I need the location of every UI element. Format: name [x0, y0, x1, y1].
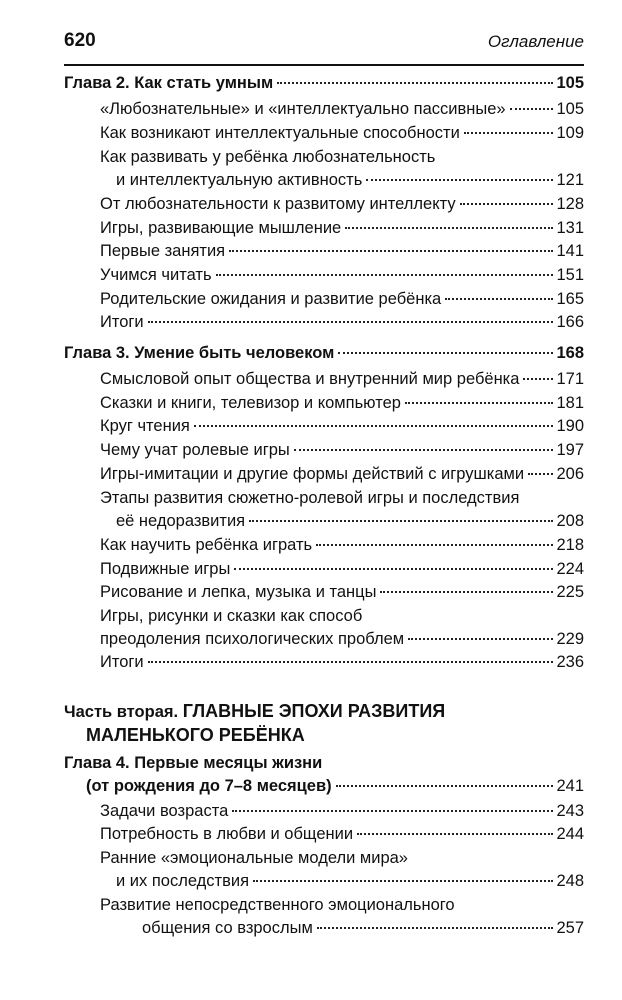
entry-title-cont: и интеллектуальную активность	[116, 171, 363, 189]
leader-dots	[345, 227, 553, 229]
leader-dots	[338, 352, 553, 354]
page-ref: 241	[556, 777, 584, 795]
entry-title: Круг чтения	[100, 417, 190, 435]
part-title-line2: МАЛЕНЬКОГО РЕБЁНКА	[86, 725, 305, 745]
toc-entry[interactable]	[64, 146, 584, 192]
page-ref: 166	[556, 313, 584, 331]
part-prefix: Часть вторая.	[64, 703, 179, 721]
leader-dots	[148, 321, 554, 323]
entry-title: Подвижные игры	[100, 560, 231, 578]
page-ref: 190	[556, 417, 584, 435]
entry-title: Первые занятия	[100, 242, 226, 260]
entry-title: Как научить ребёнка играть	[100, 536, 313, 554]
entry-title: Итоги	[100, 313, 144, 331]
page-ref: 109	[556, 124, 584, 142]
leader-dots	[357, 833, 553, 835]
entry-title: Игры-имитации и другие формы действий с игрушками	[100, 465, 525, 483]
leader-dots	[216, 274, 554, 276]
page-header	[64, 30, 584, 66]
toc-entry[interactable]	[64, 311, 584, 334]
entry-title: Ранние «эмоциональные модели мира»	[100, 849, 408, 867]
entry-title: Как развивать у ребёнка любознательность	[100, 148, 436, 166]
leader-dots	[194, 425, 554, 427]
page-ref: 197	[556, 441, 584, 459]
entry-title: Как возникают интеллектуальные способности	[100, 124, 460, 142]
entry-title-cont: и их последствия	[116, 872, 250, 890]
toc-entry[interactable]	[64, 122, 584, 145]
page-ref: 151	[556, 266, 584, 284]
page-ref: 105	[556, 74, 584, 92]
entry-title: Смысловой опыт общества и внутренний мир ребёнка	[100, 370, 520, 388]
toc-entry[interactable]	[64, 558, 584, 581]
chapter-4-heading[interactable]	[64, 752, 584, 798]
toc-entry[interactable]	[64, 392, 584, 415]
chapter-title-cont: (от рождения до 7–8 месяцев)	[86, 777, 332, 795]
entry-title: Чему учат ролевые игры	[100, 441, 290, 459]
part-title-line1: ГЛАВНЫЕ ЭПОХИ РАЗВИТИЯ	[182, 701, 446, 721]
toc-entry[interactable]	[64, 193, 584, 216]
toc-entry[interactable]	[64, 581, 584, 604]
leader-dots	[234, 568, 553, 570]
page-ref: 168	[556, 344, 584, 362]
leader-dots	[366, 179, 553, 181]
leader-dots	[445, 298, 553, 300]
page-ref: 229	[556, 630, 584, 648]
leader-dots	[317, 927, 554, 929]
leader-dots	[253, 880, 553, 882]
toc-entry[interactable]	[64, 605, 584, 651]
toc-entry[interactable]	[64, 288, 584, 311]
leader-dots	[232, 810, 553, 812]
page-ref: 248	[556, 872, 584, 890]
entry-title: Потребность в любви и общении	[100, 825, 354, 843]
leader-dots	[510, 108, 554, 110]
entry-title: Итоги	[100, 653, 144, 671]
page-ref: 206	[556, 465, 584, 483]
leader-dots	[523, 378, 553, 380]
entry-title-cont: её недоразвития	[116, 512, 246, 530]
page-ref: 236	[556, 653, 584, 671]
entry-title: Этапы развития сюжетно-ролевой игры и последствия	[100, 489, 520, 507]
page-ref: 208	[556, 512, 584, 530]
entry-title-cont: преодоления психологических проблем	[100, 630, 405, 648]
leader-dots	[277, 82, 553, 84]
leader-dots	[229, 250, 553, 252]
toc-entry[interactable]	[64, 534, 584, 557]
entry-title: Развитие непосредственного эмоционального	[100, 896, 455, 914]
leader-dots	[405, 402, 554, 404]
toc-entry[interactable]	[64, 463, 584, 486]
entry-title: Учимся читать	[100, 266, 212, 284]
leader-dots	[148, 661, 554, 663]
leader-dots	[316, 544, 553, 546]
entry-title: Родительские ожидания и развитие ребёнка	[100, 290, 442, 308]
toc-entry[interactable]	[64, 894, 584, 940]
leader-dots	[460, 203, 554, 205]
toc-entry[interactable]	[64, 415, 584, 438]
page-ref: 165	[556, 290, 584, 308]
leader-dots	[380, 591, 553, 593]
page-ref: 181	[556, 394, 584, 412]
page-ref: 105	[556, 100, 584, 118]
page-ref: 121	[556, 171, 584, 189]
entry-title-cont: общения со взрослым	[142, 919, 313, 937]
toc-entry[interactable]	[64, 264, 584, 287]
toc-entry[interactable]	[64, 800, 584, 823]
entry-title: Рисование и лепка, музыка и танцы	[100, 583, 377, 601]
entry-title: «Любознательные» и «интеллектуально пассивные»	[100, 100, 506, 118]
page-ref: 218	[556, 536, 584, 554]
page-number: 620	[64, 30, 96, 51]
toc-entry[interactable]	[64, 217, 584, 240]
toc-entry[interactable]	[64, 98, 584, 121]
page-ref: 225	[556, 583, 584, 601]
chapter-2-heading[interactable]	[64, 72, 584, 95]
entry-title: Задачи возраста	[100, 802, 229, 820]
page-ref: 171	[556, 370, 584, 388]
entry-title: Сказки и книги, телевизор и компьютер	[100, 394, 401, 412]
page-ref: 243	[556, 802, 584, 820]
page-ref: 141	[556, 242, 584, 260]
page-ref: 244	[556, 825, 584, 843]
leader-dots	[528, 473, 553, 475]
part-two-heading[interactable]	[64, 700, 445, 747]
leader-dots	[294, 449, 554, 451]
running-title: Оглавление	[487, 32, 584, 51]
page-ref: 224	[556, 560, 584, 578]
chapter-3-heading[interactable]	[64, 342, 584, 365]
leader-dots	[464, 132, 554, 134]
leader-dots	[249, 520, 553, 522]
page-ref: 131	[556, 219, 584, 237]
toc-entry[interactable]	[64, 439, 584, 462]
toc-entry[interactable]	[64, 823, 584, 846]
chapter-title: Глава 4. Первые месяцы жизни	[64, 754, 323, 772]
toc-entry[interactable]	[64, 847, 584, 893]
entry-title: Игры, рисунки и сказки как способ	[100, 607, 363, 625]
chapter-title: Глава 3. Умение быть человеком	[64, 344, 335, 362]
leader-dots	[408, 638, 553, 640]
page-ref: 128	[556, 195, 584, 213]
toc-entry[interactable]	[64, 368, 584, 391]
toc-entry[interactable]	[64, 240, 584, 263]
entry-title: Игры, развивающие мышление	[100, 219, 342, 237]
toc-entry[interactable]	[64, 487, 584, 533]
entry-title: От любознательности к развитому интеллекту	[100, 195, 456, 213]
leader-dots	[336, 785, 554, 787]
page-ref: 257	[556, 919, 584, 937]
chapter-title: Глава 2. Как стать умным	[64, 74, 274, 92]
toc-entry[interactable]	[64, 651, 584, 674]
